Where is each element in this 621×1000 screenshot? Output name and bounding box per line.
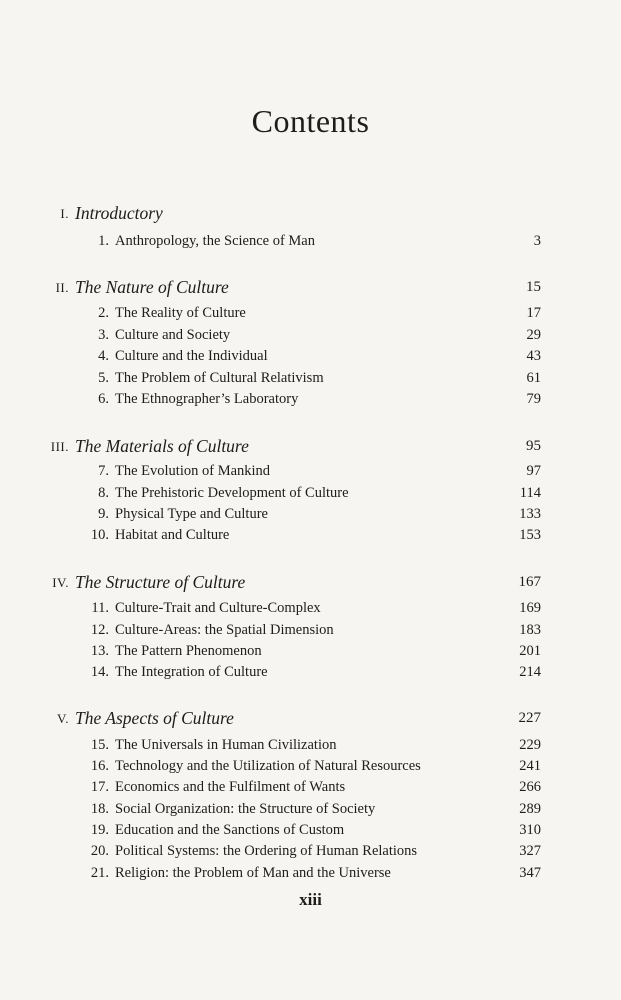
chapter-number: 17. [90,779,109,795]
chapter-title: The Problem of Cultural Relativism [115,370,324,386]
chapter-page: 289 [519,801,541,817]
part-numeral: V. [57,711,69,726]
chapter-entry[interactable] [0,758,621,779]
chapter-number: 16. [90,758,109,774]
part-heading-1[interactable] [0,203,621,227]
chapter-entry[interactable] [0,622,621,643]
chapter-entry[interactable] [0,843,621,864]
chapter-page: 183 [519,622,541,638]
chapter-number: 19. [90,822,109,838]
chapter-title: Religion: the Problem of Man and the Universe [115,865,391,881]
chapter-entry[interactable] [0,643,621,664]
part-heading-4[interactable] [0,572,621,596]
chapter-entry[interactable] [0,779,621,800]
chapter-entry[interactable] [0,370,621,391]
part-numeral: I. [60,206,69,221]
chapter-title: Culture and the Individual [115,348,268,364]
part-page: 15 [526,279,541,295]
chapter-title: Education and the Sanctions of Custom [115,822,345,838]
chapter-number: 6. [98,391,109,407]
chapter-page: 43 [526,348,541,364]
chapter-number: 3. [98,327,109,343]
chapter-entry[interactable] [0,801,621,822]
page-title: Contents [251,103,370,139]
chapter-number: 8. [98,485,109,501]
chapter-entry[interactable] [0,737,621,758]
part-numeral: IV. [52,575,69,590]
chapter-page: 229 [519,737,541,753]
chapter-title: The Pattern Phenomenon [115,643,262,659]
part-page: 95 [526,438,541,454]
chapter-entry[interactable] [0,233,621,254]
chapter-entry[interactable] [0,305,621,326]
chapter-entry[interactable] [0,348,621,369]
chapter-number: 9. [98,506,109,522]
chapter-page: 241 [519,758,541,774]
chapter-number: 20. [90,843,109,859]
chapter-title: Physical Type and Culture [115,506,268,522]
chapter-number: 14. [90,664,109,680]
chapter-entry[interactable] [0,506,621,527]
chapter-title: Social Organization: the Structure of Society [115,801,376,817]
chapter-number: 13. [90,643,109,659]
chapter-title: The Reality of Culture [115,305,246,321]
part-title: The Structure of Culture [75,572,246,592]
chapter-title: The Evolution of Mankind [115,463,271,479]
chapter-entry[interactable] [0,485,621,506]
chapter-page: 169 [519,600,541,616]
chapter-title: Culture-Areas: the Spatial Dimension [115,622,334,638]
chapter-page: 97 [526,463,541,479]
chapter-number: 11. [91,600,109,616]
chapter-number: 2. [98,305,109,321]
part-numeral: II. [55,280,69,295]
chapter-page: 201 [519,643,541,659]
chapter-page: 114 [519,485,541,501]
part-heading-3[interactable] [0,436,621,460]
part-page: 167 [518,574,541,590]
part-title: The Materials of Culture [75,436,249,456]
chapter-entry[interactable] [0,822,621,843]
chapter-number: 12. [90,622,109,638]
chapter-entry[interactable] [0,600,621,621]
chapter-page: 29 [526,327,541,343]
part-numeral: III. [50,439,69,454]
part-page: 227 [518,710,541,726]
chapter-title: Anthropology, the Science of Man [115,233,315,249]
chapter-number: 21. [90,865,109,881]
chapter-number: 10. [90,527,109,543]
chapter-page: 327 [519,843,541,859]
chapter-title: The Integration of Culture [115,664,268,680]
chapter-number: 1. [98,233,109,249]
chapter-number: 5. [98,370,109,386]
chapter-entry[interactable] [0,463,621,484]
page-folio: xiii [299,890,322,909]
chapter-page: 214 [519,664,541,680]
chapter-number: 4. [98,348,109,364]
chapter-page: 61 [526,370,541,386]
chapter-entry[interactable] [0,664,621,685]
chapter-page: 133 [519,506,541,522]
part-title: The Aspects of Culture [75,708,234,728]
part-heading-5[interactable] [0,708,621,732]
chapter-entry[interactable] [0,865,621,886]
chapter-page: 310 [519,822,541,838]
chapter-title: Economics and the Fulfilment of Wants [115,779,346,795]
chapter-title: Culture and Society [115,327,231,343]
part-heading-2[interactable] [0,277,621,301]
chapter-entry[interactable] [0,391,621,412]
chapter-page: 79 [526,391,541,407]
chapter-title: The Ethnographer’s Laboratory [115,391,299,407]
chapter-title: Political Systems: the Ordering of Human Relations [115,843,418,859]
chapter-page: 3 [533,233,541,249]
chapter-title: The Prehistoric Development of Culture [115,485,349,501]
chapter-page: 153 [519,527,541,543]
chapter-page: 17 [526,305,541,321]
chapter-title: Culture-Trait and Culture-Complex [115,600,321,616]
chapter-page: 347 [519,865,541,881]
chapter-number: 7. [98,463,109,479]
chapter-page: 266 [519,779,541,795]
part-title: The Nature of Culture [75,277,229,297]
chapter-title: Habitat and Culture [115,527,230,543]
chapter-entry[interactable] [0,327,621,348]
chapter-number: 15. [90,737,109,753]
part-title: Introductory [75,203,163,223]
chapter-number: 18. [90,801,109,817]
chapter-entry[interactable] [0,527,621,548]
chapter-title: Technology and the Utilization of Natural Resources [115,758,421,774]
chapter-title: The Universals in Human Civilization [115,737,337,753]
